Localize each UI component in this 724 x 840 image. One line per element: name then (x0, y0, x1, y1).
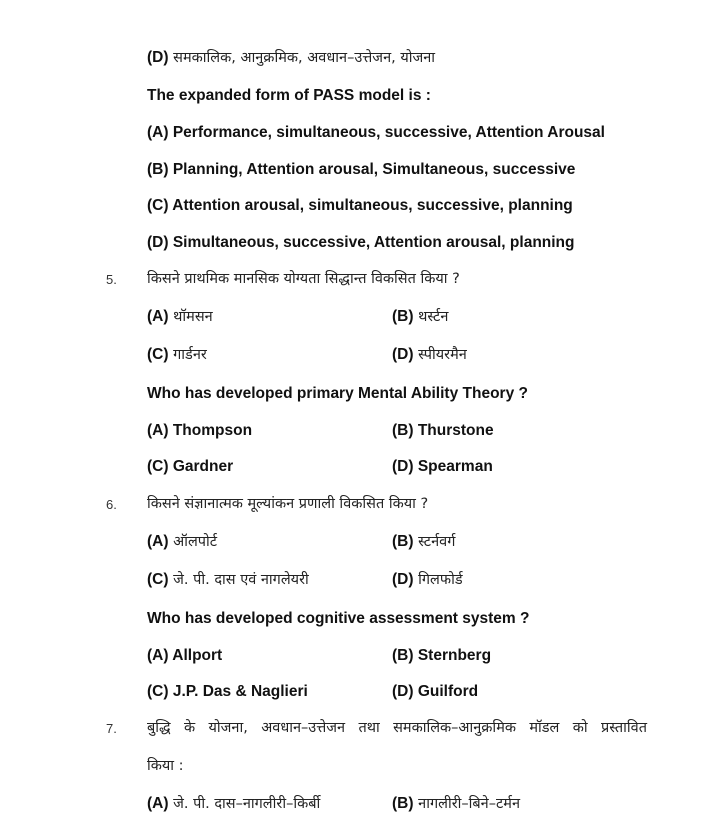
q5-english-question: Who has developed primary Mental Ability Theory ? (147, 385, 528, 402)
option-text: Spearman (417, 458, 493, 475)
word: समकालिक–आनुक्रमिक (393, 720, 516, 736)
question-number-7: 7. (106, 721, 117, 736)
q5-hindi-option-d (392, 345, 467, 365)
q4-english-option-a (147, 123, 605, 143)
option-text: J.P. Das & Naglieri (172, 683, 308, 700)
option-text: नागलीरी–बिने–टर्मन (418, 796, 520, 812)
q4-hindi-option-d (147, 48, 435, 68)
option-text: समकालिक, आनुक्रमिक, अवधान–उत्तेजन, योजना (173, 50, 436, 66)
option-label: (C) (147, 346, 169, 363)
q6-english-option-c (147, 682, 308, 702)
word: अवधान–उत्तेजन (261, 720, 346, 736)
option-label: (D) (392, 346, 414, 363)
option-text: गार्डनर (173, 347, 207, 363)
option-label: (B) (392, 308, 414, 325)
q5-english-option-c (147, 457, 233, 477)
q6-hindi-option-d (392, 570, 463, 590)
q5-english-option-b (392, 421, 494, 441)
option-label: (C) (147, 571, 169, 588)
option-label: (B) (392, 422, 414, 439)
option-label: (D) (392, 683, 414, 700)
option-label: (B) (147, 161, 169, 178)
option-text: Guilford (417, 683, 479, 700)
word: तथा (358, 720, 380, 736)
option-label: (B) (392, 647, 414, 664)
q6-hindi-option-a (147, 532, 217, 552)
q5-hindi-option-c (147, 345, 207, 365)
option-text: Thurstone (417, 422, 494, 439)
q7-hindi-option-a (147, 794, 320, 814)
q7-hindi-question-line1 (147, 718, 647, 738)
option-text: Performance, simultaneous, successive, Attention Arousal (172, 124, 605, 141)
option-text: गिलफोर्ड (418, 572, 463, 588)
word: मॉडल (529, 720, 560, 736)
q5-english-option-a (147, 421, 252, 441)
q6-english-option-a (147, 646, 222, 666)
q6-hindi-option-b (392, 532, 455, 552)
option-label: (A) (147, 647, 169, 664)
option-text: Sternberg (417, 647, 492, 664)
question-number-6: 6. (106, 497, 117, 512)
q7-hindi-question-line2: किया : (147, 758, 184, 774)
option-text: स्टर्नवर्ग (418, 534, 456, 550)
q6-english-option-b (392, 646, 491, 666)
option-text: जे. पी. दास–नागलीरी–किर्बी (173, 796, 321, 812)
q4-english-option-b (147, 160, 575, 180)
question-number-5: 5. (106, 272, 117, 287)
option-label: (A) (147, 795, 169, 812)
option-text: Planning, Attention arousal, Simultaneous, successive (172, 161, 576, 178)
option-text: ऑलपोर्ट (173, 534, 218, 550)
option-text: जे. पी. दास एवं नागलेयरी (173, 572, 309, 588)
option-label: (A) (147, 308, 169, 325)
word: के (183, 720, 196, 736)
option-label: (B) (392, 533, 414, 550)
q5-hindi-question: किसने प्राथमिक मानसिक योग्यता सिद्धान्त विकसित किया ? (147, 271, 460, 287)
option-label: (D) (392, 458, 414, 475)
word: बुद्धि (147, 720, 171, 736)
option-text: Attention arousal, simultaneous, successive, planning (172, 197, 573, 214)
word: योजना, (208, 720, 248, 736)
option-text: Gardner (172, 458, 234, 475)
q4-english-question: The expanded form of PASS model is : (147, 87, 431, 104)
option-label: (B) (392, 795, 414, 812)
q5-hindi-option-a (147, 307, 213, 327)
option-label: (D) (147, 49, 169, 66)
q5-hindi-option-b (392, 307, 448, 327)
option-text: Thompson (172, 422, 253, 439)
q6-hindi-option-c (147, 570, 309, 590)
option-label: (C) (147, 458, 169, 475)
q6-english-option-d (392, 682, 478, 702)
option-text: थॉमसन (173, 309, 213, 325)
option-label: (C) (147, 683, 169, 700)
option-text: Allport (172, 647, 223, 664)
option-label: (A) (147, 422, 169, 439)
option-label: (D) (147, 234, 169, 251)
option-label: (C) (147, 197, 169, 214)
word: को (572, 720, 588, 736)
q4-english-option-d (147, 233, 575, 253)
q5-english-option-d (392, 457, 493, 477)
option-label: (A) (147, 124, 169, 141)
option-label: (D) (392, 571, 414, 588)
q6-english-question: Who has developed cognitive assessment system ? (147, 610, 530, 627)
option-text: स्पीयरमैन (418, 347, 467, 363)
q4-english-option-c (147, 196, 573, 216)
q6-hindi-question: किसने संज्ञानात्मक मूल्यांकन प्रणाली विकसित किया ? (147, 496, 429, 512)
option-label: (A) (147, 533, 169, 550)
q7-hindi-option-b (392, 794, 520, 814)
word: प्रस्तावित (601, 720, 647, 736)
option-text: Simultaneous, successive, Attention arousal, planning (172, 234, 575, 251)
option-text: थर्स्टन (418, 309, 449, 325)
